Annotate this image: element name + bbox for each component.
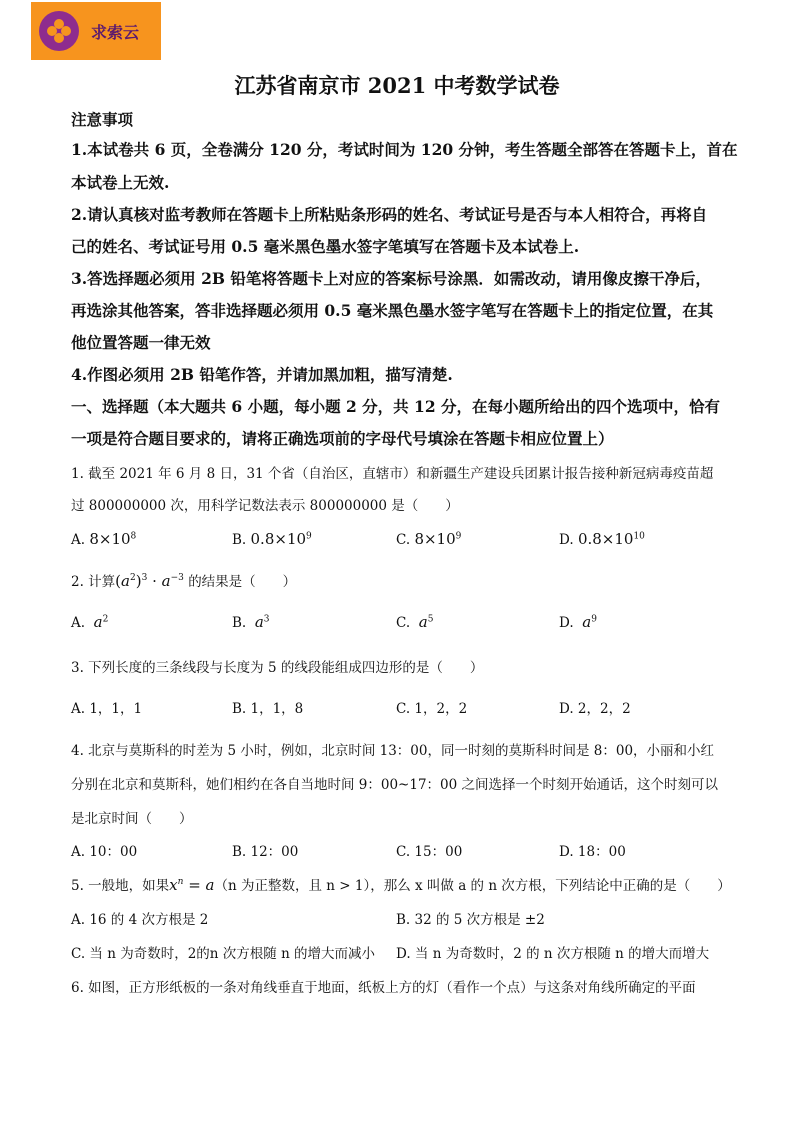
- q2-option-d: D. $a^9$: [559, 613, 597, 631]
- notice-line: 本试卷上无效.: [71, 173, 170, 192]
- notice-line: 他位置答题一律无效: [71, 333, 211, 352]
- question-2-text: 2. 计算$(a^2)^3 \cdot a^{-3}$ 的结果是（ ）: [71, 572, 297, 590]
- q4-option-c: C. 15：00: [396, 844, 463, 860]
- question-3-text: 3. 下列长度的三条线段与长度为 5 的线段能组成四边形的是（ ）: [71, 660, 484, 676]
- q3-option-d: D. 2，2，2: [559, 701, 631, 717]
- notice-line: 1.本试卷共 6 页，全卷满分 120 分，考试时间为 120 分钟，考生答题全部答在答题卡上，首在: [71, 140, 738, 159]
- brand-logo: [31, 2, 161, 60]
- notice-line: 再选涂其他答案，答非选择题必须用 0.5 毫米黑色墨水签字笔写在答题卡上的指定位置，在其: [71, 301, 714, 320]
- q4-option-d: D. 18：00: [559, 844, 626, 860]
- q3-option-a: A. 1，1，1: [71, 701, 143, 717]
- q4-option-b: B. 12：00: [232, 844, 299, 860]
- q1-option-d: D. $0.8\times 10^{10}$: [559, 530, 645, 548]
- notice-line: 己的姓名、考试证号用 0.5 毫米黑色墨水签字笔填写在答题卡及本试卷上.: [71, 237, 580, 256]
- q5-option-a: A. 16 的 4 次方根是 2: [71, 912, 209, 928]
- question-5-text: 5. 一般地，如果$x^n = a(n$ 为正整数，且 n > 1），那么 x 叫做 a 的 n 次方根，下列结论中正确的是（ ）: [71, 876, 731, 894]
- notice-heading: 注意事项: [71, 110, 134, 129]
- q3-option-c: C. 1，2，2: [396, 701, 468, 717]
- q2-option-c: C. $a^5$: [396, 613, 434, 631]
- logo-text: 求索云: [91, 22, 140, 42]
- notice-line: 2.请认真核对监考教师在答题卡上所粘贴条形码的姓名、考试证号是否与本人相符合，再将自: [71, 205, 708, 224]
- q1-option-b: B. $0.8\times 10^9$: [232, 530, 312, 548]
- question-1-text: 过 800000000 次，用科学记数法表示 800000000 是（ ）: [71, 498, 459, 514]
- q2-option-a: A. $a^2$: [71, 613, 109, 631]
- notice-line: 3.答选择题必须用 2B 铅笔将答题卡上对应的答案标号涂黑．如需改动，请用像皮擦干净后，: [71, 269, 711, 288]
- section-heading: 一、选择题（本大题共 6 小题，每小题 2 分，共 12 分，在每小题所给出的四个选项中，恰有: [71, 397, 721, 416]
- question-1-text: 1. 截至 2021 年 6 月 8 日，31 个省（自治区，直辖市）和新疆生产建设兵团累计报告接种新冠病毒疫苗超: [71, 466, 714, 482]
- q5-option-d: D. 当 n 为奇数时，2 的 n 次方根随 n 的增大而增大: [396, 946, 710, 962]
- q5-option-c: C. 当 n 为奇数时，2的n 次方根随 n 的增大而减小: [71, 946, 376, 962]
- notice-line: 4.作图必须用 2B 铅笔作答，并请加黑加粗，描写清楚.: [71, 365, 453, 384]
- logo-emblem-icon: [39, 11, 79, 51]
- page-title: 江苏省南京市 2021 中考数学试卷: [234, 73, 560, 98]
- question-6-text: 6. 如图，正方形纸板的一条对角线垂直于地面，纸板上方的灯（看作一个点）与这条对角线所确定的平面: [71, 980, 696, 996]
- question-4-text: 是北京时间（ ）: [71, 811, 193, 827]
- q1-option-c: C. $8\times 10^9$: [396, 530, 462, 548]
- q3-option-b: B. 1，1，8: [232, 701, 304, 717]
- question-4-text: 4. 北京与莫斯科的时差为 5 小时，例如，北京时间 13：00，同一时刻的莫斯科时间是 8：00，小丽和小红: [71, 743, 715, 759]
- q5-option-b: B. 32 的 5 次方根是 ±2: [396, 912, 545, 928]
- section-heading: 一项是符合题目要求的，请将正确选项前的字母代号填涂在答题卡相应位置上）: [71, 429, 614, 448]
- q4-option-a: A. 10：00: [71, 844, 138, 860]
- q2-option-b: B. $a^3$: [232, 613, 270, 631]
- question-4-text: 分别在北京和莫斯科，她们相约在各自当地时间 9：00~17：00 之间选择一个时刻开始通话，这个时刻可以: [71, 777, 719, 793]
- q1-option-a: A. $8\times 10^8$: [71, 530, 137, 548]
